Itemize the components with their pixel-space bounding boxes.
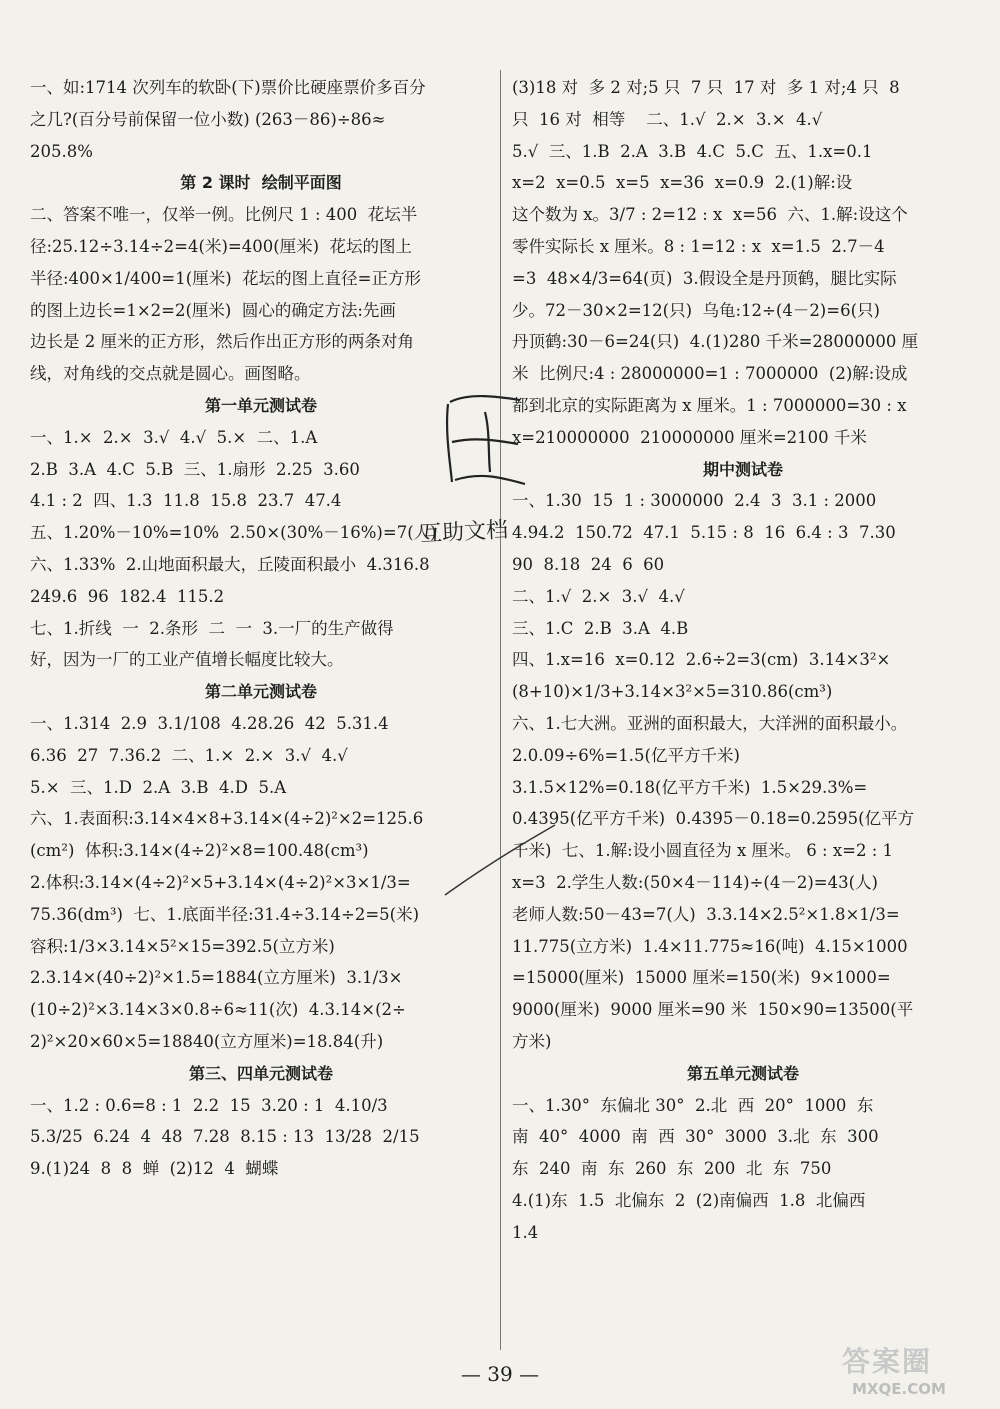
answer-line: 这个数为 x。3/7 : 2=12 : x x=56 六、1.解:设这个: [512, 205, 908, 225]
answer-line: 七、1.折线 一 2.条形 二 一 3.一厂的生产做得: [30, 618, 394, 638]
answer-line: 一、1.314 2.9 3.1/108 4.28.26 42 5.31.4: [30, 713, 389, 733]
answer-line: 5.× 三、1.D 2.A 3.B 4.D 5.A: [30, 777, 287, 797]
answer-line: (3)18 对 多 2 对;5 只 7 只 17 对 多 1 对;4 只 8: [512, 78, 900, 97]
answer-line: 2.3.14×(40÷2)²×1.5=1884(立方厘米) 3.1/3×: [30, 968, 403, 988]
answer-line: 2.B 3.A 4.C 5.B 三、1.扇形 2.25 3.60: [30, 459, 360, 479]
column-divider: [500, 70, 501, 1350]
watermark-text: 互助文档: [419, 517, 509, 548]
answer-line: 1.4: [512, 1222, 539, 1242]
answer-line: 9000(厘米) 9000 厘米=90 米 150×90=13500(平: [512, 1000, 914, 1020]
answer-line: 都到北京的实际距离为 x 厘米。1 : 7000000=30 : x: [512, 395, 907, 415]
answer-line: 4.(1)东 1.5 北偏东 2 (2)南偏西 1.8 北偏西: [512, 1190, 866, 1210]
right-column: [512, 72, 974, 1248]
answer-line: 一、1.× 2.× 3.√ 4.√ 5.× 二、1.A: [30, 427, 318, 447]
answer-line: 老师人数:50－43=7(人) 3.3.14×2.5²×1.8×1/3=: [512, 904, 900, 924]
answer-line: 2.0.09÷6%=1.5(亿平方千米): [512, 745, 740, 765]
site-logo: [842, 1340, 992, 1402]
answer-line: =15000(厘米) 15000 厘米=150(米) 9×1000=: [512, 968, 891, 988]
answer-line: 205.8%: [30, 141, 93, 161]
answer-line: 6.36 27 7.36.2 二、1.× 2.× 3.√ 4.√: [30, 745, 348, 765]
answer-line: 半径:400×1/400=1(厘米) 花坛的图上直径=正方形: [30, 268, 421, 288]
answer-line: 二、答案不唯一，仅举一例。比例尺 1 : 400 花坛半: [30, 205, 418, 225]
answer-line: 249.6 96 182.4 115.2: [30, 586, 225, 606]
answer-line: 四、1.x=16 x=0.12 2.6÷2=3(cm) 3.14×3²×: [512, 650, 891, 670]
section-heading: 第五单元测试卷: [686, 1063, 799, 1083]
section-heading: 第 2 课时 绘制平面图: [180, 173, 342, 193]
answer-line: 5.3/25 6.24 4 48 7.28 8.15 : 13 13/28 2/15: [30, 1127, 420, 1147]
answer-line: 11.775(立方米) 1.4×11.775≈16(吨) 4.15×1000: [512, 936, 908, 956]
answer-line: 容积:1/3×3.14×5²×15=392.5(立方米): [30, 936, 335, 956]
answer-line: 75.36(dm³) 七、1.底面半径:31.4÷3.14÷2=5(米): [30, 904, 420, 924]
answer-line: 零件实际长 x 厘米。8 : 1=12 : x x=1.5 2.7－4: [512, 236, 885, 256]
answer-line: 2.体积:3.14×(4÷2)²×5+3.14×(4÷2)²×3×1/3=: [30, 872, 411, 892]
left-column: [30, 72, 492, 1185]
answer-line: x=2 x=0.5 x=5 x=36 x=0.9 2.(1)解:设: [512, 173, 853, 193]
answer-line: (cm²) 体积:3.14×(4÷2)²×8=100.48(cm³): [30, 841, 369, 861]
answer-line: 90 8.18 24 6 60: [512, 554, 665, 574]
answer-line: x=210000000 210000000 厘米=2100 千米: [512, 427, 867, 447]
answer-line: 3.1.5×12%=0.18(亿平方千米) 1.5×29.3%=: [512, 777, 868, 797]
watermark-stroke-icon: [440, 820, 560, 900]
answer-line: =3 48×4/3=64(页) 3.假设全是丹顶鹤，腿比实际: [512, 268, 897, 288]
logo-url: MXQE.COM: [852, 1380, 946, 1398]
answer-line: 南 40° 4000 南 西 30° 3000 3.北 东 300: [512, 1127, 879, 1147]
answer-line: 4.94.2 150.72 47.1 5.15 : 8 16 6.4 : 3 7.30: [512, 523, 896, 543]
answer-line: 的图上边长=1×2=2(厘米) 圆心的确定方法:先画: [30, 300, 396, 320]
answer-line: 边长是 2 厘米的正方形，然后作出正方形的两条对角: [30, 332, 414, 352]
answer-line: 方米): [512, 1031, 552, 1051]
answer-line: 一、1.2 : 0.6=8 : 1 2.2 15 3.20 : 1 4.10/3: [30, 1095, 388, 1115]
answer-line: 好，因为一厂的工业产值增长幅度比较大。: [30, 650, 344, 670]
section-heading: 期中测试卷: [702, 459, 783, 479]
answer-line: 一、如:1714 次列车的软卧(下)票价比硬座票价多百分: [30, 78, 426, 97]
answer-line: 之几?(百分号前保留一位小数) (263－86)÷86≈: [30, 109, 386, 129]
answer-line: 二、1.√ 2.× 3.√ 4.√: [512, 586, 685, 606]
section-heading: 第一单元测试卷: [204, 395, 317, 415]
answer-line: 径:25.12÷3.14÷2=4(米)=400(厘米) 花坛的图上: [30, 236, 413, 256]
answer-line: 六、1.七大洲。亚洲的面积最大，大洋洲的面积最小。: [512, 713, 908, 733]
answer-line: 5.√ 三、1.B 2.A 3.B 4.C 5.C 五、1.x=0.1: [512, 141, 873, 161]
answer-line: x=3 2.学生人数:(50×4－114)÷(4－2)=43(人): [512, 872, 878, 892]
answer-line: 一、1.30 15 1 : 3000000 2.4 3 3.1 : 2000: [512, 491, 877, 511]
answer-line: 五、1.20%－10%=10% 2.50×(30%－16%)=7(人): [30, 523, 437, 543]
answer-line: 4.1 : 2 四、1.3 11.8 15.8 23.7 47.4: [30, 491, 342, 511]
answer-line: 线，对角线的交点就是圆心。画图略。: [30, 364, 311, 384]
section-heading: 第二单元测试卷: [204, 682, 317, 702]
answer-line: 千米) 七、1.解:设小圆直径为 x 厘米。 6 : x=2 : 1: [512, 841, 893, 861]
answer-line: 丹顶鹤:30－6=24(只) 4.(1)280 千米=28000000 厘: [512, 332, 919, 352]
watermark-scribble-icon: [440, 392, 530, 492]
answer-line: 六、1.33% 2.山地面积最大，丘陵面积最小 4.316.8: [30, 554, 430, 574]
section-heading: 第三、四单元测试卷: [188, 1063, 333, 1083]
answer-line: 东 240 南 东 260 东 200 北 东 750: [512, 1159, 832, 1179]
page-number: — 39 —: [460, 1362, 540, 1386]
answer-line: 六、1.表面积:3.14×4×8+3.14×(4÷2)²×2=125.6: [30, 809, 424, 829]
answer-line: (10÷2)²×3.14×3×0.8÷6≈11(次) 4.3.14×(2÷: [30, 1000, 406, 1020]
answer-line: 0.4395(亿平方千米) 0.4395－0.18=0.2595(亿平方: [512, 809, 915, 829]
logo-title: 答案圈: [842, 1345, 933, 1378]
answer-line: (8+10)×1/3+3.14×3²×5=310.86(cm³): [512, 682, 833, 702]
answer-line: 2)²×20×60×5=18840(立方厘米)=18.84(升): [30, 1031, 384, 1051]
answer-line: 三、1.C 2.B 3.A 4.B: [512, 618, 689, 638]
answer-line: 9.(1)24 8 8 蝉 (2)12 4 蝴蝶: [30, 1159, 279, 1179]
answer-line: 只 16 对 相等 二、1.√ 2.× 3.× 4.√: [512, 109, 823, 129]
answer-line: 一、1.30° 东偏北 30° 2.北 西 20° 1000 东: [512, 1095, 874, 1115]
answer-line: 米 比例尺:4 : 28000000=1 : 7000000 (2)解:设成: [512, 364, 908, 384]
answer-line: 少。72－30×2=12(只) 乌龟:12÷(4－2)=6(只): [512, 300, 880, 320]
